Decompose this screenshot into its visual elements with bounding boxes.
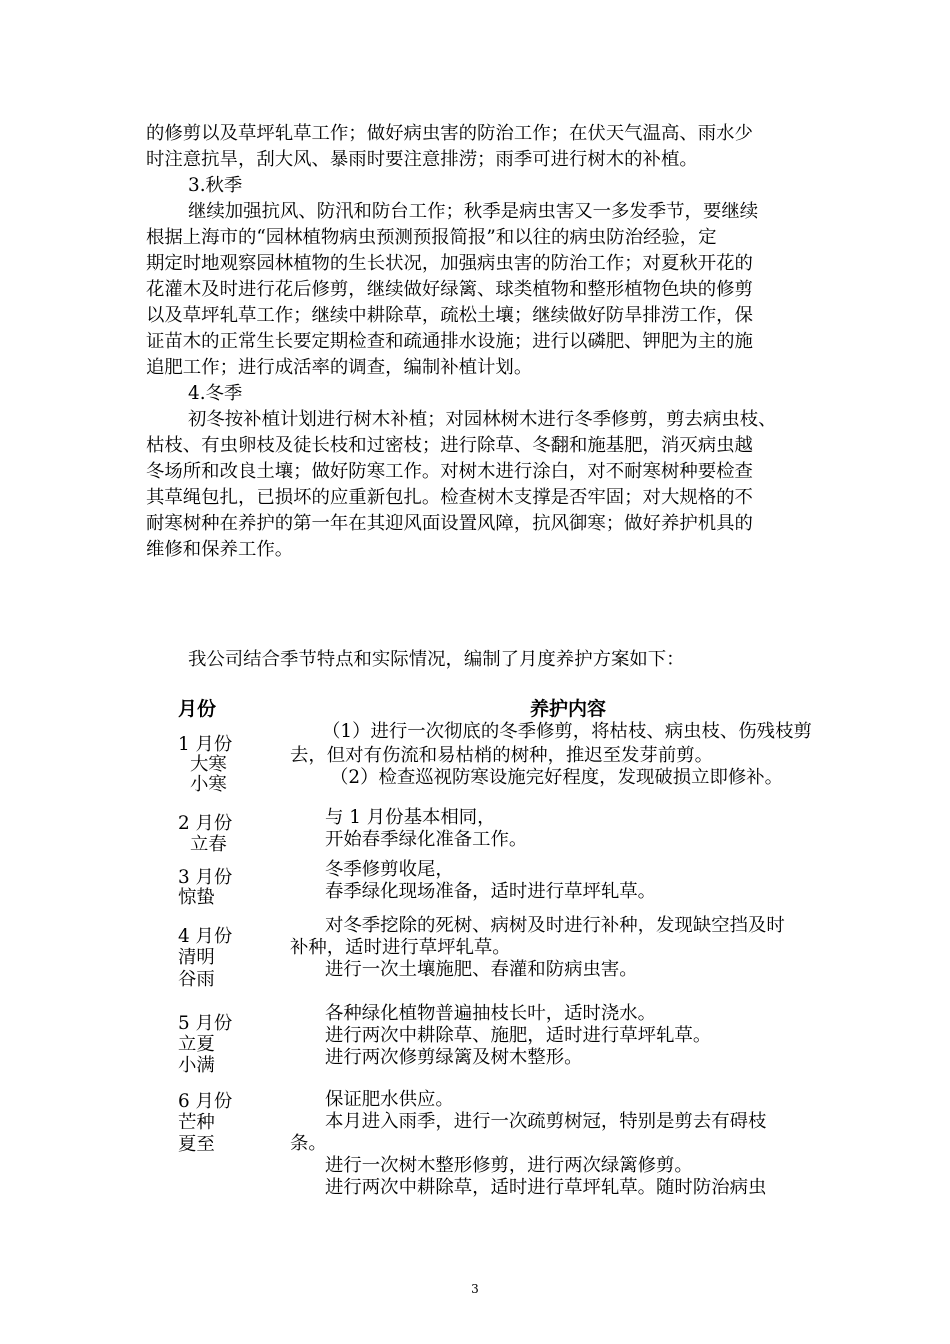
month-1-content-2: 去，但对有伤流和易枯梢的树种，推迟至发芽前剪。	[290, 745, 713, 766]
summer-line-2: 时注意抗旱，刮大风、暴雨时要注意排涝；雨季可进行树木的补植。	[146, 149, 698, 170]
month-1-content-1: （1）进行一次彻底的冬季修剪，将枯枝、病虫枝、伤残枝剪	[322, 721, 812, 742]
month-5-content-3: 进行两次修剪绿篱及树木整形。	[325, 1047, 583, 1068]
month-2-term-1: 立春	[190, 834, 227, 855]
winter-line-4: 其草绳包扎，已损坏的应重新包扎。检查树木支撑是否牢固；对大规格的不	[146, 487, 753, 508]
month-6-content-4: 进行一次树木整形修剪，进行两次绿篱修剪。	[325, 1155, 693, 1176]
month-6-label: 6 月份	[178, 1091, 233, 1112]
month-5-term-1: 立夏	[178, 1034, 215, 1055]
month-2-content-1: 与 1 月份基本相同，	[325, 807, 496, 828]
winter-heading: 4.冬季	[188, 383, 243, 404]
autumn-line-7: 追肥工作；进行成活率的调查，编制补植计划。	[146, 357, 533, 378]
month-6-term-1: 芒种	[178, 1112, 215, 1133]
month-4-term-2: 谷雨	[178, 969, 215, 990]
autumn-line-5: 以及草坪轧草工作；继续中耕除草，疏松土壤；继续做好防旱排涝工作，保	[146, 305, 753, 326]
autumn-line-6: 证苗木的正常生长要定期检查和疏通排水设施；进行以磷肥、钾肥为主的施	[146, 331, 753, 352]
month-5-term-2: 小满	[178, 1055, 215, 1076]
winter-line-1: 初冬按补植计划进行树木补植；对园林树木进行冬季修剪，剪去病虫枝、	[188, 409, 777, 430]
winter-line-2: 枯枝、有虫卵枝及徒长枝和过密枝；进行除草、冬翻和施基肥，消灭病虫越	[146, 435, 753, 456]
winter-line-6: 维修和保养工作。	[146, 539, 294, 560]
month-1-term-2: 小寒	[190, 774, 227, 795]
table-header-content: 养护内容	[530, 698, 607, 720]
month-1-label: 1 月份	[178, 734, 233, 755]
month-6-term-2: 夏至	[178, 1134, 215, 1155]
autumn-line-2: 根据上海市的“园林植物病虫预测预报简报”和以往的病虫防治经验，定	[146, 227, 717, 248]
month-2-content-2: 开始春季绿化准备工作。	[325, 829, 528, 850]
month-1-content-3: （2）检查巡视防寒设施完好程度，发现破损立即修补。	[330, 767, 784, 788]
month-2-label: 2 月份	[178, 813, 233, 834]
table-header-month: 月份	[178, 698, 217, 720]
winter-line-3: 冬场所和改良土壤；做好防寒工作。对树木进行涂白，对不耐寒树种要检查	[146, 461, 753, 482]
month-4-term-1: 清明	[178, 947, 215, 968]
page-number: 3	[471, 1282, 479, 1296]
month-3-term-1: 惊蛰	[178, 887, 215, 908]
month-6-content-3: 条。	[290, 1133, 327, 1154]
autumn-line-3: 期定时地观察园林植物的生长状况，加强病虫害的防治工作；对夏秋开花的	[146, 253, 753, 274]
autumn-line-1: 继续加强抗风、防汛和防台工作；秋季是病虫害又一多发季节，要继续	[188, 201, 759, 222]
month-4-content-3: 进行一次土壤施肥、春灌和防病虫害。	[325, 959, 638, 980]
month-6-content-1: 保证肥水供应。	[325, 1089, 454, 1110]
month-4-content-1: 对冬季挖除的死树、病树及时进行补种，发现缺空挡及时	[325, 915, 785, 936]
month-4-content-2: 补种，适时进行草坪轧草。	[290, 937, 511, 958]
month-5-label: 5 月份	[178, 1013, 233, 1034]
monthly-plan-intro: 我公司结合季节特点和实际情况，编制了月度养护方案如下：	[188, 649, 685, 670]
autumn-line-4: 花灌木及时进行花后修剪，继续做好绿篱、球类植物和整形植物色块的修剪	[146, 279, 753, 300]
winter-line-5: 耐寒树种在养护的第一年在其迎风面设置风障，抗风御寒；做好养护机具的	[146, 513, 753, 534]
month-3-content-2: 春季绿化现场准备，适时进行草坪轧草。	[325, 881, 657, 902]
month-3-content-1: 冬季修剪收尾，	[325, 859, 454, 880]
autumn-heading: 3.秋季	[188, 175, 243, 196]
month-3-label: 3 月份	[178, 867, 233, 888]
month-5-content-2: 进行两次中耕除草、施肥，适时进行草坪轧草。	[325, 1025, 712, 1046]
month-4-label: 4 月份	[178, 926, 233, 947]
month-1-term-1: 大寒	[190, 754, 227, 775]
month-5-content-1: 各种绿化植物普遍抽枝长叶，适时浇水。	[325, 1003, 657, 1024]
summer-line-1: 的修剪以及草坪轧草工作；做好病虫害的防治工作；在伏天气温高、雨水少	[146, 123, 753, 144]
month-6-content-2: 本月进入雨季，进行一次疏剪树冠，特别是剪去有碍枝	[325, 1111, 767, 1132]
month-6-content-5: 进行两次中耕除草，适时进行草坪轧草。随时防治病虫	[325, 1177, 767, 1198]
